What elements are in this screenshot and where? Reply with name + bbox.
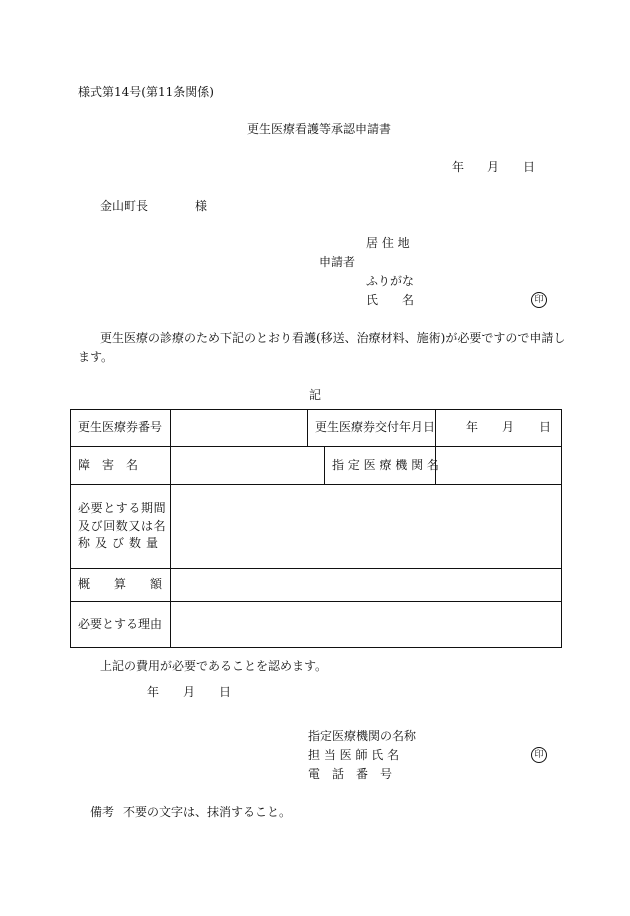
reason-field[interactable] [171, 602, 562, 648]
ki-heading: 記 [309, 388, 322, 402]
cert-date-day: 日 [219, 685, 232, 699]
body-text-line1: 更生医療の診療のため下記のとおり看護(移送、治療材料、施術)が必要ですので申請し [100, 331, 566, 345]
estimate-label: 概 算 額 [71, 569, 171, 602]
estimate-field[interactable] [171, 569, 562, 602]
cert-date-month: 月 [183, 685, 196, 699]
institution-label: 指 定 医 療 機 関 名 [325, 447, 436, 485]
issue-date-field[interactable] [436, 410, 562, 447]
issue-date-label: 更生医療券交付年月日 [308, 410, 436, 447]
table-row [71, 485, 562, 569]
ticket-number-label: 更生医療券番号 [71, 410, 171, 447]
document-title: 更生医療看護等承認申請書 [247, 122, 392, 136]
reason-label: 必要とする理由 [71, 602, 171, 648]
application-table [70, 409, 562, 648]
period-field[interactable] [171, 485, 562, 569]
institution-field[interactable] [436, 447, 562, 485]
applicant-name-label: 氏 名 [366, 293, 415, 307]
ticket-number-field[interactable] [171, 410, 308, 447]
addressee-honorific: 様 [195, 199, 208, 213]
disability-field[interactable] [171, 447, 325, 485]
period-label-line2: 及び回数又は名 [78, 518, 167, 533]
period-label [71, 485, 171, 569]
date-year-label: 年 [452, 160, 465, 174]
date-day-label: 日 [523, 160, 536, 174]
addressee-name: 金山町長 [100, 199, 149, 213]
cert-date-year: 年 [147, 685, 160, 699]
applicant-furigana-label: ふりがな [366, 274, 415, 288]
period-label-line3: 称 及 び 数 量 [78, 536, 159, 551]
disability-label: 障 害 名 [71, 447, 171, 485]
issue-date-year: 年 [466, 420, 479, 435]
note-text: 不要の文字は、抹消すること。 [123, 805, 292, 819]
applicant-seal-icon: 印 [531, 292, 547, 308]
note-label: 備考 [90, 805, 115, 819]
certification-text: 上記の費用が必要であることを認めます。 [100, 659, 328, 673]
applicant-group-label: 申請者 [319, 255, 356, 269]
cert-doctor-label: 担 当 医 師 氏 名 [308, 748, 400, 762]
table-row [71, 569, 562, 602]
table-row [71, 410, 562, 447]
applicant-address-label: 居 住 地 [366, 236, 410, 250]
date-month-label: 月 [487, 160, 500, 174]
body-text-line2: ます。 [78, 350, 114, 364]
issue-date-month: 月 [502, 420, 515, 435]
cert-institution-label: 指定医療機関の名称 [308, 729, 417, 743]
doctor-seal-icon: 印 [531, 747, 547, 763]
issue-date-day: 日 [539, 420, 552, 435]
period-label-line1: 必要とする期間 [78, 501, 167, 516]
table-row [71, 602, 562, 648]
cert-phone-label: 電 話 番 号 [308, 767, 393, 781]
table-row [71, 447, 562, 485]
form-number: 様式第14号(第11条関係) [78, 85, 214, 99]
